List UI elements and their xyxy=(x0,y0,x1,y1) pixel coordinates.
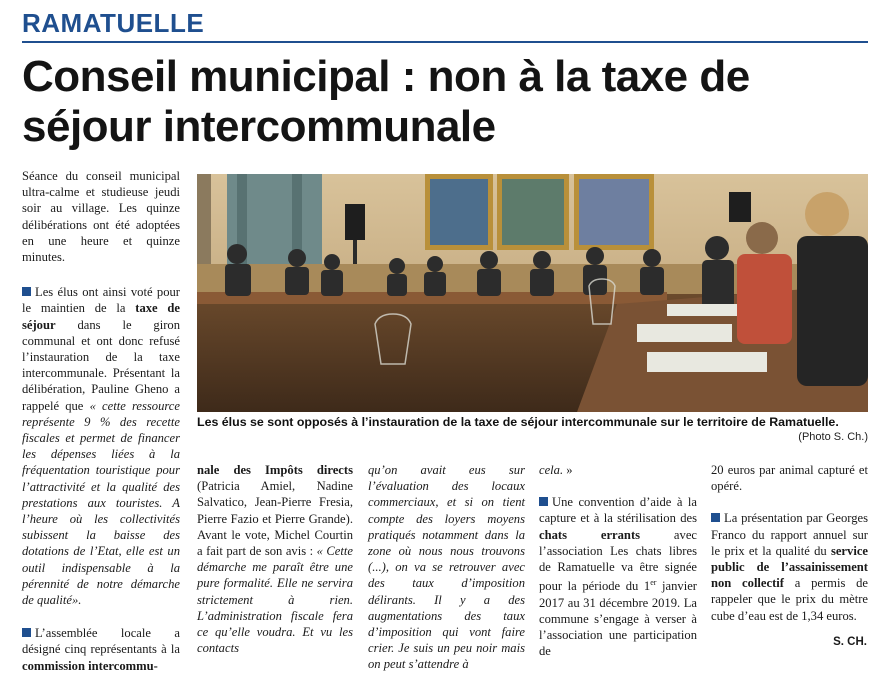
bullet-square-icon xyxy=(22,628,31,637)
section-rule xyxy=(22,41,868,43)
bullet-square-icon xyxy=(22,287,31,296)
paragraph-assemblee: L’assemblée locale a désigné cinq représentants à la commission intercommu- xyxy=(22,626,180,673)
column-4 xyxy=(539,462,697,659)
council-photo xyxy=(197,174,868,412)
section-label: RAMATUELLE xyxy=(22,8,205,38)
chapo: Séance du conseil municipal ultra-calme et studieuse jeudi soir au village. Les quinze délibérations ont été adoptées en une heure et quinze minutes. xyxy=(22,169,180,265)
bullet-square-icon xyxy=(539,497,548,506)
bullet-square-icon xyxy=(711,513,720,522)
paragraph-tarif: 20 euros par animal capturé et opéré. xyxy=(711,463,868,494)
column-5 xyxy=(711,462,868,624)
column-3 xyxy=(368,462,525,673)
author-signature: S. CH. xyxy=(833,636,867,648)
column-1 xyxy=(22,168,180,674)
paragraph-quote: qu’on avait eus sur l’évaluation des locaux commerciaux, et si on tient compte des loyers moyens pratiqués notamment dans la zone où nous nous trouvons (...), on va se retrouver avec des taux d’imposition délirants. Il y a des augmentations des taux d’imposition qui vont faire crier. Je suis un peu noir mais on peut s’attendre à xyxy=(368,463,525,672)
paragraph-commission: nale des Impôts directs (Patricia Amiel, Nadine Salvatico, Jean-Pierre Fresia, Pierre Fazio et Pierre Grande). Avant le vote, Michel Courtin a fait part de son avis : « Cette démarche me paraît être une pure formalité. Elle ne servira strictement à rien. L’administration fiscale fera ce qu’elle voudra. Et vu les contacts xyxy=(197,463,353,656)
headline: Conseil municipal : non à la taxe de séjour intercommunale xyxy=(22,52,750,151)
photo-caption: Les élus se sont opposés à l’instauration de la taxe de séjour intercommunale sur le territoire de Ramatuelle. xyxy=(197,415,839,429)
paragraph-taxe: Les élus ont ainsi voté pour le maintien de la taxe de séjour dans le giron communal et ont donc refusé l’instauration de la taxe intercommunale. Présentant la délibération, Pauline Gheno a rappelé que « cette ressource représente 9 % des recette fiscales et permet de financer les dépenses liées à la fréquentation touristique pour l’attractivité et la qualité des prestations aux touristes. A l’heure où les collectivités subissent la baisse des dotations de l’Etat, elle est un outil indispensable à la pérennité de notre démarche de qualité». xyxy=(22,285,180,608)
paragraph-chats: Une convention d’aide à la capture et à la stérilisation des chats errants avec l’association Les chats libres de Ramatuelle va être signée pour la période du 1er janvier 2017 au 31 décembre 2019. La commune s’engage à verser à l’association une participation de xyxy=(539,495,697,659)
quote-end: cela. » xyxy=(539,463,573,477)
paragraph-assainissement: La présentation par Georges Franco du rapport annuel sur le prix et la qualité du service public de l’assainissement non collectif a permis de rappeler que le prix du mètre cube d’eau est de 1,34 euros. xyxy=(711,511,869,623)
photo-credit: (Photo S. Ch.) xyxy=(798,431,868,443)
council-photo-illustration xyxy=(197,174,868,412)
column-2 xyxy=(197,462,353,656)
